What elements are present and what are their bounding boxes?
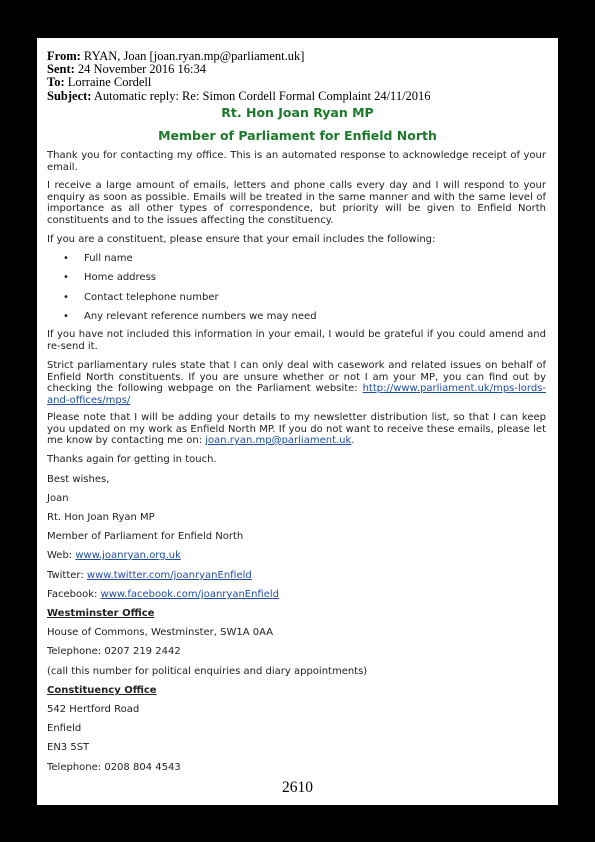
- list-item-text: Any relevant reference numbers we may need: [84, 311, 317, 322]
- web-row: [47, 550, 181, 561]
- email-header: [47, 50, 431, 103]
- westminster-phone: Telephone: 0207 219 2442: [47, 646, 181, 657]
- web-label: Web:: [47, 550, 76, 561]
- paragraph-amend: If you have not included this information in your email, I would be grateful if you could amend and re-send it.: [47, 329, 546, 352]
- paragraph-volume: I receive a large amount of emails, letters and phone calls every day and I will respond to your enquiry as soon as possible. Emails will be treated in the same manner and with the same level of importance as all other types of correspondence, but priority will be given to Enfield North constituents and to the issues affecting the constituency.: [47, 180, 546, 226]
- sent-value: 24 November 2016 16:34: [77, 62, 207, 77]
- to-label: To:: [47, 75, 65, 90]
- list-item: • Full name: [63, 253, 133, 264]
- subject-label: Subject:: [47, 88, 92, 103]
- twitter-link[interactable]: www.twitter.com/joanryanEnfield: [86, 570, 252, 581]
- constituency-heading: Constituency Office: [47, 685, 157, 696]
- best-wishes: Best wishes,: [47, 474, 110, 485]
- facebook-link[interactable]: www.facebook.com/joanryanEnfield: [100, 589, 280, 600]
- newsletter-end: .: [351, 435, 355, 446]
- signature-name: Joan: [47, 493, 69, 504]
- constituency-postcode: EN3 5ST: [47, 742, 90, 753]
- list-item-text: Home address: [84, 272, 156, 283]
- sent-label: Sent:: [47, 62, 75, 77]
- thanks-line: Thanks again for getting in touch.: [47, 454, 217, 465]
- signature-role: Member of Parliament for Enfield North: [47, 531, 244, 542]
- website-link[interactable]: www.joanryan.org.uk: [75, 550, 181, 561]
- page-number: 2610: [282, 779, 313, 796]
- facebook-row: [47, 589, 279, 600]
- paragraph-newsletter: [47, 412, 546, 447]
- email-link[interactable]: joan.ryan.mp@parliament.uk: [205, 435, 352, 446]
- title-name: Rt. Hon Joan Ryan MP: [221, 105, 374, 120]
- twitter-label: Twitter:: [47, 570, 87, 581]
- subject-value: Automatic reply: Re: Simon Cordell Formal Complaint 24/11/2016: [93, 88, 431, 103]
- facebook-label: Facebook:: [47, 589, 101, 600]
- signature-title: Rt. Hon Joan Ryan MP: [47, 512, 155, 523]
- to-value: Lorraine Cordell: [67, 75, 152, 90]
- constituency-phone: Telephone: 0208 804 4543: [47, 762, 181, 773]
- twitter-row: [47, 570, 252, 581]
- list-item-text: Full name: [84, 253, 133, 264]
- title-constituency: Member of Parliament for Enfield North: [158, 128, 437, 143]
- constituency-address-line2: Enfield: [47, 723, 82, 734]
- list-item-text: Contact telephone number: [84, 292, 219, 303]
- list-item: • Home address: [63, 272, 156, 283]
- email-page: [37, 38, 558, 805]
- from-value: RYAN, Joan [joan.ryan.mp@parliament.uk]: [83, 49, 305, 63]
- paragraph-thanks: Thank you for contacting my office. This is an automated response to acknowledge receipt of your email.: [47, 150, 546, 173]
- westminster-note: (call this number for political enquiries and diary appointments): [47, 666, 368, 677]
- westminster-address: House of Commons, Westminster, SW1A 0AA: [47, 627, 274, 638]
- parliament-mps-link[interactable]: http://www.parliament.uk/mps-lords-and-offices/mps/: [47, 383, 546, 406]
- subject-row: [47, 90, 431, 103]
- paragraph-parliament-rules: [47, 360, 546, 406]
- newsletter-text: Please note that I will be adding your details to my newsletter distribution list, so that I can keep you updated on my work as Enfield North MP. If you do not want to receive these emails, please let me know by contacting me on:: [47, 412, 546, 446]
- constituency-address-line1: 542 Hertford Road: [47, 704, 140, 715]
- rules-text: Strict parliamentary rules state that I can only deal with casework and related issues on behalf of Enfield North constituents. If you are unsure whether or not I am your MP, you can find out by checking the following webpage on the Parliament website:: [47, 360, 546, 394]
- from-label: From:: [47, 49, 81, 63]
- westminster-heading: Westminster Office: [47, 608, 155, 619]
- list-item: • Contact telephone number: [63, 292, 219, 303]
- list-item: • Any relevant reference numbers we may need: [63, 311, 317, 322]
- paragraph-constituent: If you are a constituent, please ensure that your email includes the following:: [47, 234, 436, 245]
